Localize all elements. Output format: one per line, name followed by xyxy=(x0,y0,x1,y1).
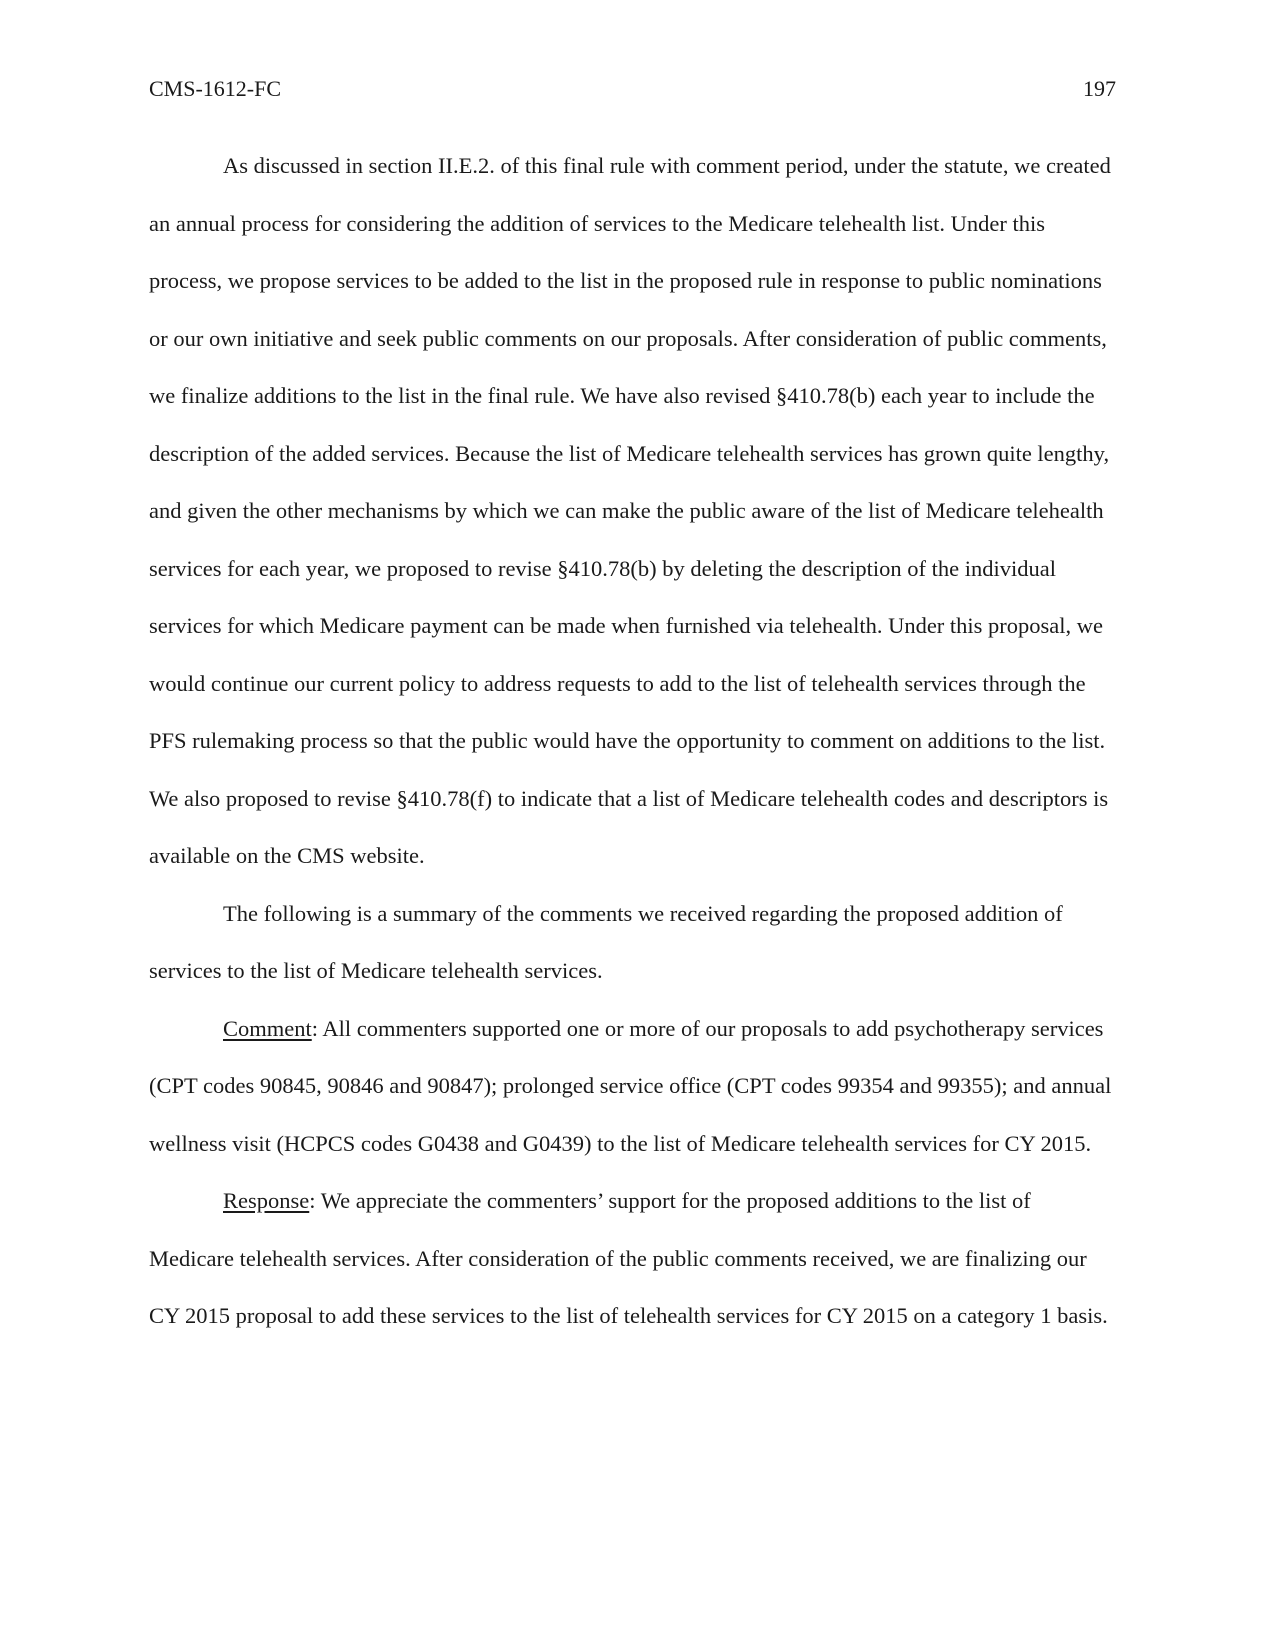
paragraph-summary-intro xyxy=(149,885,1116,1000)
response-text: : We appreciate the commenters’ support for the proposed additions to the list of Medicare telehealth services. After consideration of the public comments received, we are finalizing our CY 2015 proposal to add these services to the list of telehealth services for CY 2015 on a category 1 basis. xyxy=(149,1188,1108,1328)
response-label: Response xyxy=(223,1188,310,1213)
document-id: CMS-1612-FC xyxy=(149,76,282,101)
paragraph-comment xyxy=(149,1000,1116,1173)
body-text xyxy=(149,137,1116,1345)
comment-text: : All commenters supported one or more of our proposals to add psychotherapy services (CPT codes 90845, 90846 and 90847); prolonged service office (CPT codes 99354 and 99355); and annual wellness visit (HCPCS codes G0438 and G0439) to the list of Medicare telehealth services for CY 2015. xyxy=(149,1015,1112,1156)
paragraph-response xyxy=(149,1172,1116,1345)
page-number: 197 xyxy=(1083,76,1116,101)
comment-label: Comment xyxy=(223,1015,312,1041)
page-header xyxy=(149,74,1116,104)
paragraph-text: The following is a summary of the comments we received regarding the proposed addition of services to the list of Medicare telehealth services. xyxy=(149,900,1063,983)
paragraph-text: As discussed in section II.E.2. of this final rule with comment period, under the statute, we created an annual process for considering the addition of services to the Medicare telehealth list. Under this process, we propose services to be added to the list in the proposed rule in response to public nominations or our own initiative and seek public comments on our proposals. After consideration of public comments, we finalize additions to the list in the final rule. We have also revised §410.78(b) each year to include the description of the added services. Because the list of Medicare telehealth services has grown quite lengthy, and given the other mechanisms by which we can make the public aware of the list of Medicare telehealth services for each year, we proposed to revise §410.78(b) by deleting the description of the individual services for which Medicare payment can be made when furnished via telehealth. Under this proposal, we would continue our current policy to address requests to add to the list of telehealth services through the PFS rulemaking process so that the public would have the opportunity to comment on additions to the list. We also proposed to revise §410.78(f) to indicate that a list of Medicare telehealth codes and descriptors is available on the CMS website. xyxy=(149,153,1111,868)
paragraph-telehealth-process xyxy=(149,137,1116,885)
